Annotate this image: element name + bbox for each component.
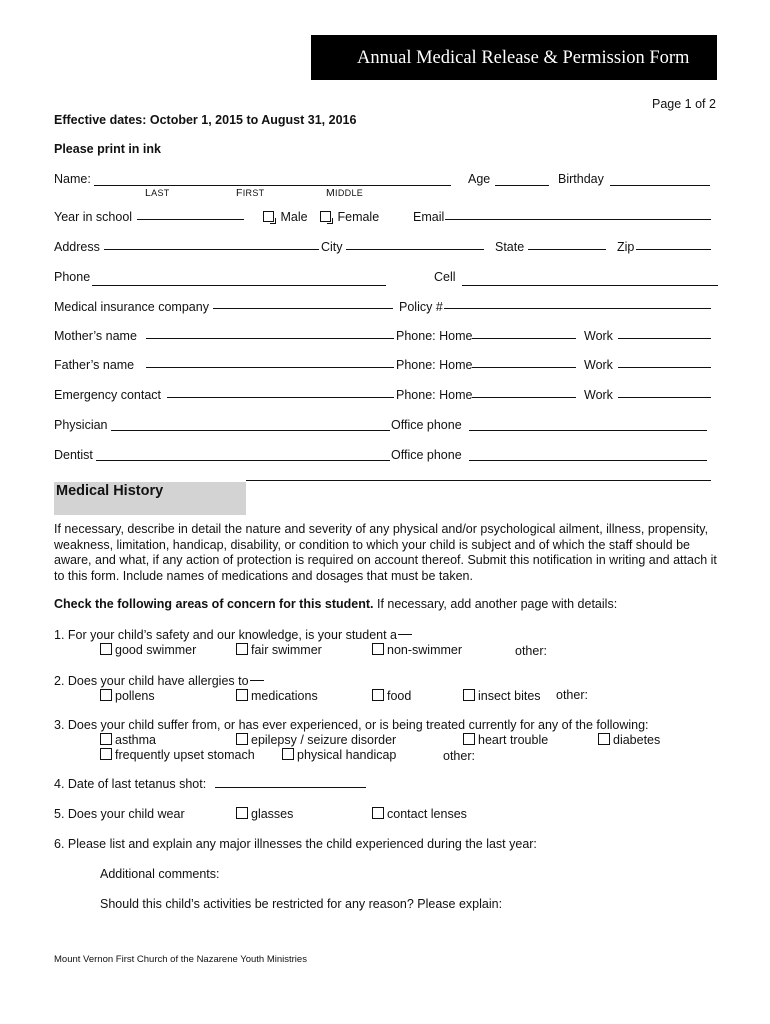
epilepsy-checkbox[interactable]: [236, 733, 248, 745]
q3-other-label: other:: [443, 749, 475, 763]
middle-sublabel: MIDDLE: [326, 187, 364, 199]
birthday-label: Birthday: [558, 172, 604, 186]
glasses-checkbox[interactable]: [236, 807, 248, 819]
question-2: 2. Does your child have allergies to: [54, 674, 264, 688]
physician-field[interactable]: [111, 430, 390, 431]
option-glasses[interactable]: glasses: [236, 807, 293, 821]
option-diabetes[interactable]: diabetes: [598, 733, 660, 747]
heart-trouble-checkbox[interactable]: [463, 733, 475, 745]
father-work-label: Work: [584, 358, 613, 372]
female-checkbox[interactable]: [320, 211, 331, 222]
pollens-checkbox[interactable]: [100, 689, 112, 701]
fair-swimmer-checkbox[interactable]: [236, 643, 248, 655]
physical-handicap-checkbox[interactable]: [282, 748, 294, 760]
father-home-phone-field[interactable]: [472, 367, 576, 368]
emergency-contact-field[interactable]: [167, 397, 394, 398]
name-field[interactable]: [94, 185, 451, 186]
section-divider: [246, 480, 711, 481]
option-epilepsy[interactable]: epilepsy / seizure disorder: [236, 733, 396, 747]
option-pollens[interactable]: pollens: [100, 689, 155, 703]
father-work-field[interactable]: [618, 367, 711, 368]
mother-home-phone-field[interactable]: [472, 338, 576, 339]
city-label: City: [321, 240, 343, 254]
medications-checkbox[interactable]: [236, 689, 248, 701]
option-medications[interactable]: medications: [236, 689, 318, 703]
page-number: Page 1 of 2: [652, 97, 716, 111]
age-label: Age: [468, 172, 491, 186]
physician-office-phone-label: Office phone: [391, 418, 462, 432]
last-sublabel: LAST: [145, 187, 170, 199]
dentist-field[interactable]: [96, 460, 390, 461]
option-contact-lenses[interactable]: contact lenses: [372, 807, 467, 821]
medical-history-heading: Medical History: [56, 483, 164, 499]
emergency-home-phone-field[interactable]: [472, 397, 576, 398]
state-label: State: [495, 240, 525, 254]
age-field[interactable]: [495, 185, 549, 186]
father-home-phone-label: Phone: Home: [396, 358, 473, 372]
phone-label: Phone: [54, 270, 91, 284]
option-fair-swimmer[interactable]: fair swimmer: [236, 643, 322, 657]
medical-history-heading-box: [54, 482, 246, 515]
insurance-label: Medical insurance company: [54, 300, 209, 314]
email-field[interactable]: [445, 219, 711, 220]
dentist-office-phone-field[interactable]: [469, 460, 707, 461]
effective-dates: Effective dates: October 1, 2015 to August 31, 2016: [54, 113, 357, 127]
female-option[interactable]: Female: [320, 210, 379, 224]
policy-field[interactable]: [444, 308, 711, 309]
mothers-name-field[interactable]: [146, 338, 394, 339]
mother-home-phone-label: Phone: Home: [396, 329, 473, 343]
option-insect-bites[interactable]: insect bites: [463, 689, 541, 703]
address-field[interactable]: [104, 249, 319, 250]
zip-label: Zip: [617, 240, 635, 254]
option-heart-trouble[interactable]: heart trouble: [463, 733, 548, 747]
option-upset-stomach[interactable]: frequently upset stomach: [100, 748, 255, 762]
footer-organization: Mount Vernon First Church of the Nazarene Youth Ministries: [54, 954, 307, 965]
medical-history-paragraph: If necessary, describe in detail the nature and severity of any physical and/or psychological ailment, illness, propensity, weakness, limitation, handicap, disability, or condition to which your child is subject and of which the staff should be aware, and what, if any action of protection is required on account thereof. Submit this notification in writing and attach it to this form. Include names of medications and dosages that must be taken.: [54, 522, 717, 583]
mother-work-field[interactable]: [618, 338, 711, 339]
good-swimmer-checkbox[interactable]: [100, 643, 112, 655]
food-checkbox[interactable]: [372, 689, 384, 701]
dentist-label: Dentist: [54, 448, 93, 462]
emergency-contact-label: Emergency contact: [54, 388, 161, 402]
insect-bites-checkbox[interactable]: [463, 689, 475, 701]
q2-other-label: other:: [556, 688, 588, 702]
non-swimmer-checkbox[interactable]: [372, 643, 384, 655]
email-label: Email: [413, 210, 445, 224]
form-title-bar: [311, 35, 717, 80]
option-food[interactable]: food: [372, 689, 411, 703]
cell-label: Cell: [434, 270, 456, 284]
zip-field[interactable]: [636, 249, 711, 250]
state-field[interactable]: [528, 249, 606, 250]
physician-label: Physician: [54, 418, 108, 432]
physician-office-phone-field[interactable]: [469, 430, 707, 431]
form-title: Annual Medical Release & Permission Form: [357, 48, 690, 68]
phone-field[interactable]: [92, 285, 386, 286]
tetanus-date-field[interactable]: [215, 787, 366, 788]
q1-other-label: other:: [515, 644, 547, 658]
insurance-field[interactable]: [213, 308, 393, 309]
upset-stomach-checkbox[interactable]: [100, 748, 112, 760]
cell-field[interactable]: [462, 285, 718, 286]
male-option[interactable]: Male: [263, 210, 308, 224]
dentist-office-phone-label: Office phone: [391, 448, 462, 462]
male-checkbox[interactable]: [263, 211, 274, 222]
mothers-name-label: Mother’s name: [54, 329, 137, 343]
emergency-work-field[interactable]: [618, 397, 711, 398]
name-label: Name:: [54, 172, 91, 186]
fathers-name-label: Father’s name: [54, 358, 135, 372]
question-5: 5. Does your child wear: [54, 807, 185, 821]
question-1: 1. For your child’s safety and our knowledge, is your student a: [54, 628, 412, 642]
contact-lenses-checkbox[interactable]: [372, 807, 384, 819]
additional-comments-label: Additional comments:: [100, 867, 220, 881]
print-in-ink-note: Please print in ink: [54, 142, 161, 156]
check-areas-instruction: Check the following areas of concern for this student. If necessary, add another page with details:: [54, 597, 618, 611]
emergency-work-label: Work: [584, 388, 613, 402]
question-4: 4. Date of last tetanus shot:: [54, 777, 207, 791]
address-label: Address: [54, 240, 100, 254]
question-6: 6. Please list and explain any major illnesses the child experienced during the last year:: [54, 837, 537, 851]
option-good-swimmer[interactable]: good swimmer: [100, 643, 196, 657]
fathers-name-field[interactable]: [146, 367, 394, 368]
emergency-home-phone-label: Phone: Home: [396, 388, 473, 402]
city-field[interactable]: [346, 249, 484, 250]
question-3: 3. Does your child suffer from, or has ever experienced, or is being treated currently for any of the following:: [54, 718, 649, 732]
mother-work-label: Work: [584, 329, 613, 343]
diabetes-checkbox[interactable]: [598, 733, 610, 745]
birthday-field[interactable]: [610, 185, 710, 186]
option-asthma[interactable]: asthma: [100, 733, 156, 747]
asthma-checkbox[interactable]: [100, 733, 112, 745]
option-non-swimmer[interactable]: non-swimmer: [372, 643, 462, 657]
year-in-school-field[interactable]: [137, 219, 244, 220]
option-physical-handicap[interactable]: physical handicap: [282, 748, 396, 762]
first-sublabel: FIRST: [236, 187, 265, 199]
policy-label: Policy #: [399, 300, 443, 314]
year-in-school-label: Year in school: [54, 210, 133, 224]
restriction-question: Should this child’s activities be restricted for any reason? Please explain:: [100, 897, 503, 911]
